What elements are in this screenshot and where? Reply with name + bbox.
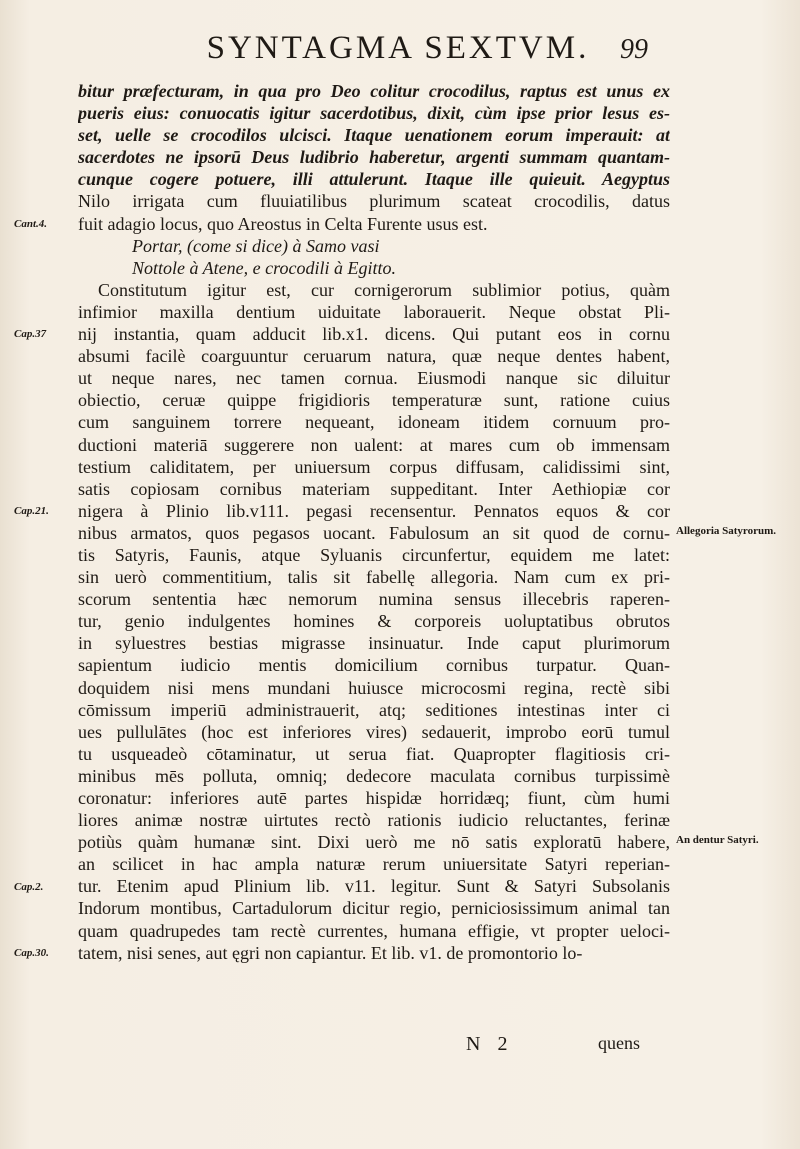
text-line: cum sanguinem torrere nequeant, idoneam itidem cornuum pro-: [78, 412, 670, 433]
text-line: tu usqueadeò cōtaminatur, ut serua fiat. Quapropter flagitiosis cri-: [78, 743, 670, 764]
text-line: ut neque nares, nec tamen cornua. Eiusmodi nanque sic diluitur: [78, 368, 670, 389]
margin-note-left: Cap.37: [14, 328, 47, 341]
text-line: doquidem nisi mens mundani huiusce microcosmi regina, rectè sibi: [78, 677, 670, 698]
text-line: Nilo irrigata cum fluuiatilibus plurimum scateat crocodilis, datus: [78, 191, 670, 212]
text-line: testium caliditatem, per uniuersum corpus diffusam, calidissimi sint,: [78, 456, 670, 477]
margin-note-right: Allegoria Satyrorum.: [676, 525, 777, 537]
margin-note-left: Cap.2.: [14, 880, 44, 893]
text-line: bitur præfecturam, in qua pro Deo colitur crocodilus, raptus est unus ex: [78, 81, 670, 101]
text-line: nigera à Plinio lib.v111. pegasi recensentur. Pennatos equos & cor: [78, 500, 670, 521]
text-line: satis copiosam cornibus materiam suppeditant. Inter Aethiopiæ cor: [78, 478, 670, 499]
text-line: tur. Etenim apud Plinium lib. v11. legitur. Sunt & Satyri Subsolanis: [78, 876, 670, 897]
text-line: Portar, (come si dice) à Samo vasi: [132, 235, 380, 256]
text-line: Indorum montibus, Cartadulorum dicitur regio, perniciosissimum animal tan: [78, 898, 670, 919]
text-line: infimior maxilla dentium uiduitate laborauerit. Neque obstat Pli-: [78, 301, 670, 322]
text-line: an scilicet in hac ampla naturæ rerum uniuersitate Satyri reperian-: [78, 854, 670, 875]
text-line: cōmissum imperiū administrauerit, atq; seditiones intestinas inter ci: [78, 699, 670, 720]
text-line: set, uelle se crocodilos ulcisci. Itaque uenationem eorum imperauit: at: [78, 125, 670, 146]
text-line: Nottole à Atene, e crocodili à Egitto.: [132, 257, 396, 278]
text-line: quam quadrupedes tam rectè currentes, humana effigie, vt propter ueloci-: [78, 920, 670, 941]
text-line: in syluestres bestias migrasse insinuatur. Inde caput plurimorum: [78, 633, 670, 654]
catchword: quens: [598, 1033, 640, 1053]
text-line: ues pullulātes (hoc est inferiores vires) sedauerit, improbo eorū tumul: [78, 721, 670, 742]
text-line: cunque cogere potuere, illi attulerunt. Itaque ille quieuit. Aegyptus: [78, 169, 670, 190]
text-line: fuit adagio locus, quo Areostus in Celta Furente usus est.: [78, 213, 488, 234]
page-footer: [0, 1033, 800, 1061]
text-line: minibus mēs polluta, omniq; dedecore maculata cornibus turpissimè: [78, 765, 670, 786]
text-line: tatem, nisi senes, aut ęgri non capiantur. Et lib. v1. de promontorio lo-: [78, 942, 583, 963]
running-head: SYNTAGMA SEXTVM.: [206, 30, 590, 66]
text-line: absumi facilè coarguuntur ceruarum natura, quæ neque dentes habent,: [78, 346, 670, 367]
text-line: coronatur: inferiores autē partes hispidæ horridæq; fiunt, cùm humi: [78, 788, 670, 808]
text-line: liores animæ nostræ uirtutes rectò rationis iudicio reluctantes, ferinæ: [78, 810, 670, 831]
text-line: nibus armatos, quos pegasos uocant. Fabulosum an sit quod de cornu-: [78, 522, 670, 543]
margin-note-right: An dentur Satyri.: [676, 834, 759, 847]
text-line: tur, genio indulgentes homines & corporeis uoluptatibus obrutos: [78, 611, 670, 632]
margin-note-left: Cant.4.: [14, 217, 48, 230]
page-header: [0, 30, 800, 76]
margin-note-left: Cap.21.: [14, 504, 49, 517]
text-line: pueris eius: conuocatis igitur sacerdotibus, dixit, cùm ipse prior lesus es-: [78, 103, 670, 124]
text-line: ductioni materiā suggerere non ualent: at mares cum ob immensam: [78, 434, 670, 455]
text-line: obiectio, ceruæ quippe frigidioris temperaturæ sunt, ratione cuius: [78, 390, 670, 411]
signature-mark: N 2: [466, 1033, 514, 1055]
text-line: sapientum iudicio mentis domicilium cornibus turpatur. Quan-: [78, 655, 670, 676]
text-line: potiùs quàm humanæ sint. Dixi uerò me nō satis exploratū habere,: [78, 832, 670, 853]
text-line: sacerdotes ne ipsorū Deus ludibrio haberetur, argenti summam quantam-: [78, 147, 670, 168]
main-text-block: [78, 80, 670, 964]
text-line: scorum sententia hæc nemorum numina sensus illecebris raperen-: [78, 589, 670, 610]
margin-note-left: Cap.30.: [14, 946, 49, 959]
text-line: tis Satyris, Faunis, atque Syluanis circunfertur, equidem me latet:: [78, 544, 670, 565]
text-line: nij instantia, quam adducit lib.x1. dicens. Qui putant eos in cornu: [78, 324, 670, 345]
page-number: 99: [620, 34, 648, 65]
text-line: Constitutum igitur est, cur cornigerorum sublimior potius, quàm: [98, 279, 670, 300]
text-line: sin uerò commentitium, talis sit fabellę allegoria. Nam cum ex pri-: [78, 567, 670, 588]
